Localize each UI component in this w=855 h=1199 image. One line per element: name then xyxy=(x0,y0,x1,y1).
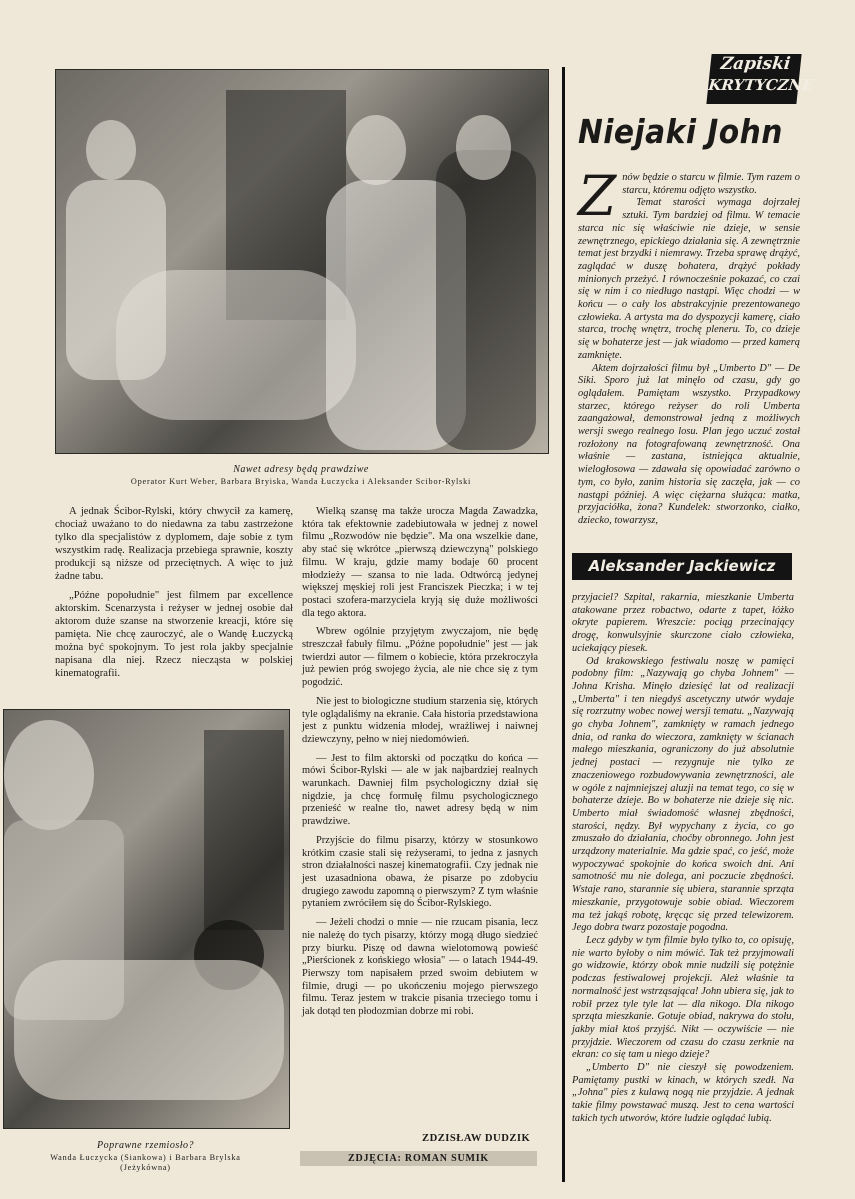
paragraph: — Jest to film aktorski od początku do końca — mówi Ścibor-Rylski — ale w jak najbardziej realnych warunkach. Dawniej film psychologiczny dział się nigdzie, ja chcę formułę filmu psychologicznego przenieść w realne tło, nawet adresy będą w nim prawdziwe. xyxy=(302,752,538,828)
photo-top xyxy=(55,69,549,454)
review-column-top xyxy=(578,164,800,528)
photo-credit: ZDJĘCIA: ROMAN SUMIK xyxy=(300,1151,537,1166)
photo-bottom-caption-title: Poprawne rzemiosło? xyxy=(97,1140,194,1151)
headline: Niejaki John xyxy=(578,112,783,151)
section-logo-line-1: Zapiski xyxy=(719,54,792,74)
paragraph: Wielką szansę ma także urocza Magda Zawadzka, która tak efektownie zadebiutowała w jednej z nowel filmu „Rozwodów nie będzie". Ma ona wszelkie dane, aby stać się wkrótce „pierwszą dziewczyną" polskiego filmu. W kraju, gdzie mamy bodaje 60 procent młodzieży — szansa to nie lada. Odtwórcą jedynej większej męskiej roli jest Franciszek Pieczka; i w tej postaci szofera-marzyciela kryją się duże możliwości dla tego aktora. xyxy=(302,506,538,619)
interview-column-2 xyxy=(302,506,538,1019)
paragraph: nów będzie o starcu w filmie. Tym razem o starcu, któremu odjęto wszystko. xyxy=(622,172,800,196)
author-banner: Aleksander Jackiewicz xyxy=(572,553,792,580)
interview-signature: ZDZISŁAW DUDZIK xyxy=(422,1133,531,1144)
paragraph: Przyjście do filmu pisarzy, którzy w stosunkowo krótkim czasie stali się reżyserami, to jedna z jasnych stron działalności naszej kinematografii. Czy jednak nie jest uzasadniona obawa, że pisarze po zdobyciu drugiego zawodu zapomną o pierwszym? Z tym właśnie pytaniem zwróciłem się do Ścibor-Rylskiego. xyxy=(302,834,538,910)
paragraph: Lecz gdyby w tym filmie było tylko to, co opisuję, nie warto byłoby o nim mówić. Tak też przyjmowali go widzowie, którzy obok mnie nudzili się potężnie podczas festiwalowej projekcji. Ależ właśnie ta normalność jest wstrząsająca! John ubiera się, jak to robił przez tyle tyle lat — dla nikogo. Dla nikogo sprząta mieszkanie. Gotuje obiad, nakrywa do stołu, jakby miał ktoś przyjść. Nikt — oczywiście — nie przyjdzie. Wieczorem od czasu do czasu zerknie na ekran: co się tam u niego dzieje? xyxy=(572,934,794,1061)
photo-bottom-caption-names: Wanda Łuczycka (Siankowa) i Barbara Brylska xyxy=(50,1153,241,1162)
section-logo-line-2: KRYTYCZNE xyxy=(707,76,815,94)
paragraph: przyjaciel? Szpital, rakarnia, mieszkanie Umberta atakowane przez robactwo, odarte z tapet, łóżko okryte papierem. Wreszcie: pociąg przecinający drogę, konwulsyjnie skurczone ciało człowieka, uciekający piesek. xyxy=(572,592,794,654)
column-divider xyxy=(562,67,565,1182)
paragraph: Aktem dojrzałości filmu był „Umberto D" — De Siki. Sporo już lat minęło od czasu, gdy go oglądałem. Pamiętam wszystko. Przypadkowy starzec, którego reżyser do roli Umberta zaangażował, demonstrował jedną z możliwych wersji swego realnego losu. Plan jego uczuć został rozłożony na fotografowaną zewnętrzność. Ona właśnie — zastana, istniejąca aktualnie, wielogłosowa — zdawała się opowiadać zarówno o tym, co było, zanim historia się zaczęła, jak — co nastąpi później. A więc ciężarna służąca: matka, przyjaciółka, żona? Kundelek: stworzonko, ciałko, dziecko, towarzysz, xyxy=(578,362,800,526)
interview-column-1 xyxy=(55,506,293,681)
paragraph: — Jeżeli chodzi o mnie — nie rzucam pisania, lecz nie należę do tych pisarzy, którzy mogą długo siedzieć przy biurku. Piszę od dawna wielotomową powieść „Pierścionek z końskiego włosia" — o latach 1944-49. Pierwszy tom napisałem przed swoim debiutem w filmie, drugi — po ukończeniu mojego pierwszego filmu. Teraz jestem w trakcie pisania trzeciego tomu i jak dotąd ten płodozmian dobrze mi robi. xyxy=(302,917,538,1018)
section-logo xyxy=(706,54,815,104)
paragraph: „Późne popołudnie" jest filmem par excellence aktorskim. Scenarzysta i reżyser w jednej osobie dał aktorom duże szanse na stworzenie kreacji, które się pamięta. Nie chcę zauroczyć, ale o Wandę Łuczycką można być spokojnym. To jest rola jakby specjalnie napisana dla niej. Rzecz niecząsta w polskiej kinematografii. xyxy=(55,590,293,679)
photo-top-caption-title: Nawet adresy będą prawdziwe xyxy=(233,464,369,475)
dropcap: Z xyxy=(578,164,617,228)
paragraph: „Umberto D" nie cieszył się powodzeniem. Pamiętamy pustki w kinach, w których szedł. Na „Johna" pies z kulawą nogą nie przyjdzie. A jednak takie filmy powstawać muszą. Jest to cena wartości takich tych utworów, które ludzie oglądać lubią. xyxy=(572,1062,794,1124)
photo-bottom-caption-names-2: (Jeżykówna) xyxy=(120,1163,171,1172)
review-column-bottom xyxy=(572,592,794,1126)
paragraph: Od krakowskiego festiwalu noszę w pamięci podobny film: „Nazywają go chyba Johnem" — Johna Krisha. Minęło dziesięć lat od realizacji „Umberta" i ten niegdyś ascetyczny utwór wydaje się rozrzutny wobec nowej wersji tematu. „Nazywają go chyba Johnem", zamknięty w ramach jednego dnia, od ranka do wieczora, zamknięty w ścianach małego mieszkania, ograniczony do już absolutnie jednej postaci — rezygnuje nie tylko ze znaczeniowego rozbudowywania zewnętrzności, ale w ogóle z najmniejszej aluzji na temat tego, co się w bohaterze dzieje. Bo w bohaterze nie dzieje się nic. Umberto miał świadomość własnej zbędności, starości, nędzy. Był wypychany z życia, co go zmuszało do działania, choćby obronnego. John jest urządzony materialnie. Ma gdzie spać, co jeść, może wypoczywać spokojnie do końca swoich dni. Ani samotność mu nie dolega, ani poczucie zbędności. Wstaje rano, starannie się ubiera, starannie sprząta mieszkanie, przygotowuje sobie obiad. Wieczorem ma też jakąś robotę, kręcąc się przed telewizorem. Jego dobra twarz pozostaje pogodna. xyxy=(572,655,794,934)
photo-top-caption-names: Operator Kurt Weber, Barbara Bryiska, Wanda Łuczycka i Aleksander Scibor-Rylski xyxy=(130,477,472,486)
paragraph: Wbrew ogólnie przyjętym zwyczajom, nie będę streszczał fabuły filmu. „Późne popołudnie" jest — jak twierdzi autor — filmem o kobiecie, która przekroczyła już pewien próg swojego życia, ale nie chce się z tym pogodzić. xyxy=(302,626,538,689)
paragraph: Nie jest to biologiczne studium starzenia się, których tyle oglądaliśmy na ekranie. Cała historia przedstawiona jest z punktu widzenia młodej, wrażliwej i naiwnej dziewczyny, pełno w niej niedomówień. xyxy=(302,695,538,745)
paragraph: Temat starości wymaga dojrzałej sztuki. Tym bardziej od filmu. W temacie starca nic się właściwie nie dzieje, w sensie zewnętrznego, epickiego działania się. A zewnętrznie temat jest brzydki i niemrawy. Trzeba sprawę drążyć, zaglądać w duszę bohatera, drążyć pokłady minionych przeżyć. I równocześnie pokazać, co czai się w nim i co niedługo nastąpi. Więc chodzi — w końcu — o cały los abstrakcyjnie prezentowanego człowieka. A artysta ma do dyspozycji kamerę, ciało starca, trochę wnętrz, trochę pleneru. To, co dzieje się w bohaterze jest — jak wiadomo — przed kamerą zamknięte. xyxy=(578,197,800,361)
photo-bottom xyxy=(3,709,290,1129)
paragraph: A jednak Ścibor-Rylski, który chwycił za kamerę, chociaż uważano to do niedawna za tabu zastrzeżone tylko dla specjalistów z dyplomem, daje sobie z tym wszystkim radę. Realizacja przebiega sprawnie, koszty produkcji są niższe od przeciętnych. A więc to już żadne tabu. xyxy=(55,506,293,582)
